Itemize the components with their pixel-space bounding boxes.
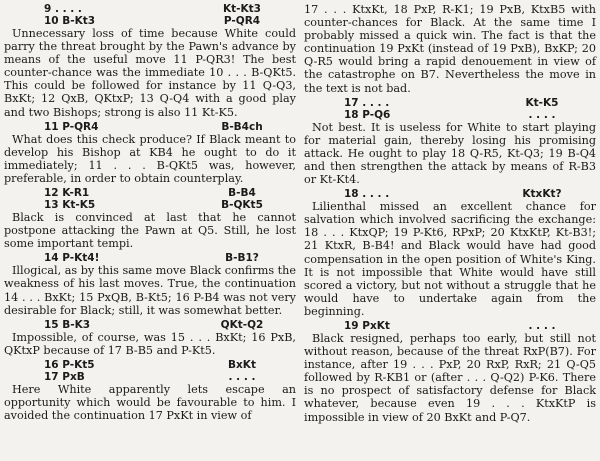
- move-line: [304, 320, 596, 332]
- black-move: KtxKt?: [522, 188, 562, 201]
- white-move: 16 P-Kt5: [44, 358, 95, 371]
- white-move: 11 P-QR4: [44, 120, 99, 133]
- white-move: 19 PxKt: [344, 319, 390, 332]
- white-move: 9 . . . .: [44, 3, 82, 15]
- move-line: [304, 97, 596, 109]
- white-move: 17 . . . .: [344, 96, 390, 109]
- black-move: . . . .: [528, 319, 556, 332]
- white-move: 18 P-Q6: [344, 108, 391, 121]
- white-move: 13 Kt-K5: [44, 199, 96, 212]
- move-line: [304, 188, 596, 200]
- move-line: [4, 121, 296, 133]
- annotation-paragraph: 17 . . . KtxKt, 18 PxP, R-K1; 19 PxB, KtxB5 with counter-chances for Black. At the same time I probably missed a quick win. The fact is that the continuation 19 PxKt (instead of 19 PxB), BxKP; 20 Q-R5 would bring a rapid denouement in view of the catastrophe on B7. Nevertheless the move in the text is not bad.: [304, 3, 596, 95]
- white-move: 18 . . . .: [344, 188, 390, 201]
- annotation-paragraph: Illogical, as by this same move Black confirms the weakness of his last moves. True, the continuation 14 . . . BxKt; 15 PxQB, B-Kt5; 16 P-B4 was not very desirable for Black; still, it was somewhat better.: [4, 264, 296, 317]
- white-move: 17 PxB: [44, 370, 85, 383]
- move-line: [4, 252, 296, 264]
- annotation-paragraph: What does this check produce? If Black meant to develop his Bishop at KB4 he ought to do it immediately; 11 . . . B-QKt5 was, however, preferable, in order to obtain counterplay.: [4, 132, 296, 185]
- annotation-paragraph: Black resigned, perhaps too early, but still not without reason, because of the threat RxP(B7). For instance, after 19 . . . PxP, 20 RxP, RxR; 21 Q-Q5 followed by R-KB1 or (after . . . Q-Q2) P-K6. There is no prospect of satisfactory defense for Black whatever, because even 19 . . . KtxKtP is impossible in view of 20 BxKt and P-Q7.: [304, 331, 596, 424]
- black-move: B-QKt5: [221, 199, 263, 212]
- annotation-paragraph: Here White apparently lets escape an opportunity which would be favourable to him. I avoided the continuation 17 PxKt in view of: [4, 382, 296, 423]
- annotation-paragraph: Lilienthal missed an excellent chance for salvation which involved sacrificing the exchange: 18 . . . KtxQP; 19 P-Kt6, RPxP; 20 KtxKtP, Kt-B3!; 21 KtxR, B-B4! and Black would have had good compensation in the open position of White's King. It is not impossible that White would have still scored a victory, but not without a struggle that he would have to undertake again from the beginning.: [304, 200, 596, 318]
- black-move: . . . .: [528, 108, 556, 121]
- move-line: [4, 359, 296, 371]
- annotation-paragraph: Not best. It is useless for White to start playing for material gain, thereby losing his promising attack. He ought to play 18 Q-R5, Kt-Q3; 19 B-Q4 and then strengthen the attack by means of R-B3 or Kt-Kt4.: [304, 120, 596, 187]
- annotation-paragraph: Impossible, of course, was 15 . . . BxKt; 16 PxB, QKtxP because of 17 B-B5 and P-Kt5.: [4, 330, 296, 357]
- annotation-paragraph: Unnecessary loss of time because White could parry the threat brought by the Pawn's advance by means of the useful move 11 P-QR3! The best counter-chance was the immediate 10 . . . B-QKt5. This could be followed for instance by 11 Q-Q3, BxKt; 12 QxB, QKtxP; 13 Q-Q4 with a good play and two Bishops; strong is also 11 Kt-K5.: [4, 27, 296, 119]
- white-move: 15 B-K3: [44, 318, 91, 331]
- left-column: [4, 3, 296, 461]
- black-move: Kt-K5: [525, 96, 559, 109]
- move-line: [4, 199, 296, 211]
- white-move: 14 P-Kt4!: [44, 252, 100, 265]
- move-line: [4, 319, 296, 331]
- black-move: BxKt: [228, 358, 256, 371]
- black-move: . . . .: [228, 370, 256, 383]
- black-move: B-B4: [228, 187, 256, 200]
- black-move: P-QR4: [223, 15, 261, 27]
- white-move: 10 B-Kt3: [44, 15, 96, 27]
- right-column: [304, 3, 596, 461]
- move-line: [4, 15, 296, 27]
- black-move: B-B4ch: [221, 120, 263, 133]
- black-move: B-B1?: [225, 252, 259, 265]
- annotation-paragraph: Black is convinced at last that he cannot postpone attacking the Pawn at Q5. Still, he lost some important tempi.: [4, 211, 296, 251]
- white-move: 12 K-R1: [44, 187, 90, 200]
- move-line: [4, 371, 296, 383]
- black-move: Kt-Kt3: [223, 3, 261, 15]
- move-line: [4, 187, 296, 199]
- move-line: [4, 3, 296, 15]
- black-move: QKt-Q2: [220, 318, 264, 331]
- move-line: [304, 109, 596, 121]
